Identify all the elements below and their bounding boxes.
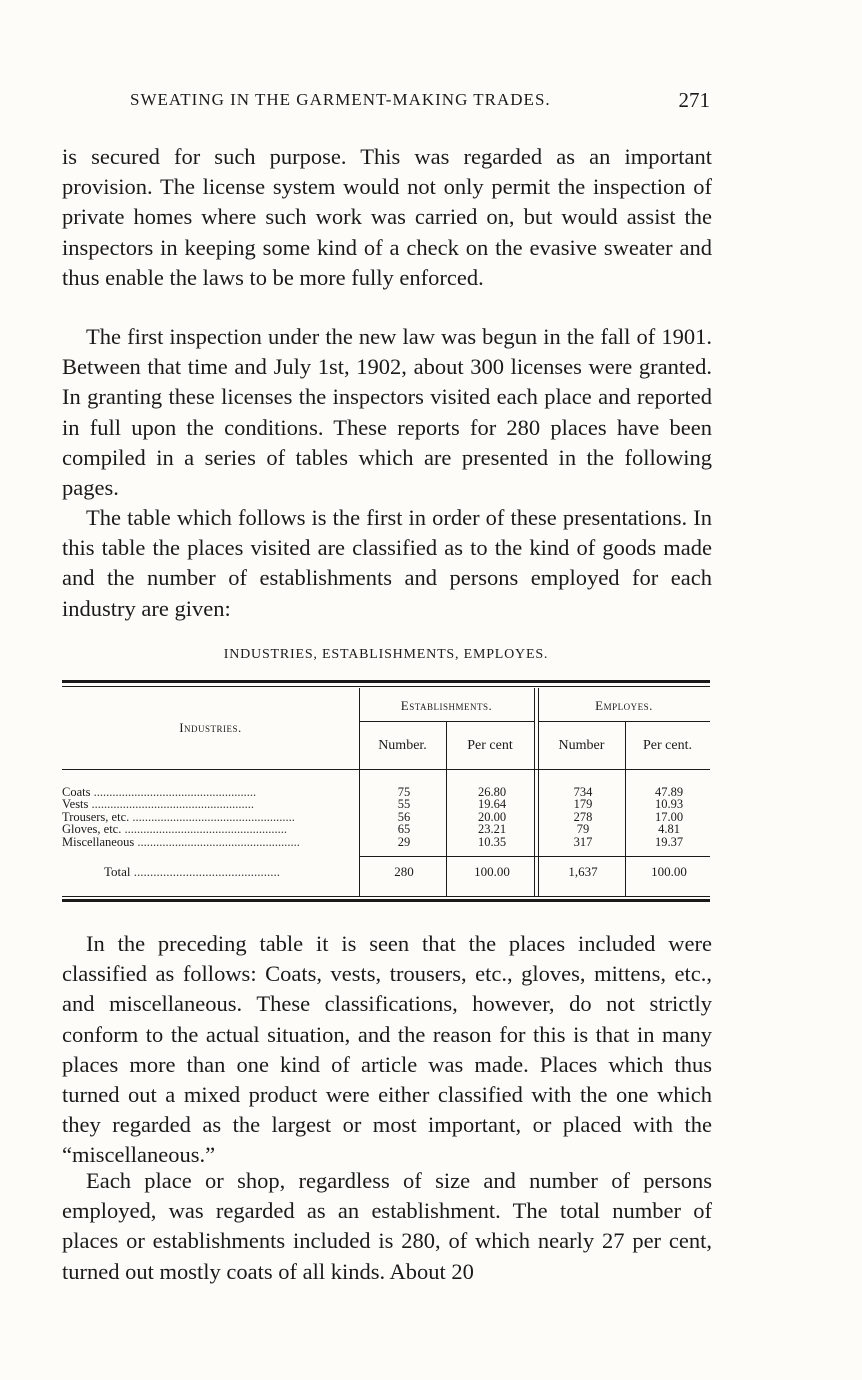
leader-dots: .................................................... [129,810,295,824]
cell-emp-number: 79 [576,822,590,837]
paragraph-1: is secured for such purpose. This was regarded as an important provision. The license system would not only permit the inspection of private homes where such work was carried on, but would assist the inspectors in keeping some kind of a check on the evasive sweater and thus enable the laws to be more fully enforced. [62,144,712,290]
cell-emp-percent: 19.37 [654,834,684,849]
leader-dots: .................................................... [134,835,300,848]
table-row [62,823,710,835]
table-rule [62,680,710,683]
table-rule [62,896,710,897]
leader-dots: ............................................. [130,864,281,879]
cell-est-percent: 23.21 [477,822,507,837]
paragraph-5: Each place or shop, regardless of size and number of persons employed, was regarded as an establishment. The total number of places or establishments included is 280, of which nearly 27 per cent, turned out mostly coats of all kinds. About 20 [62,1168,712,1284]
total-emp-percent: 100.00 [651,864,687,879]
header-divider [359,721,534,722]
cell-est-number: 75 [397,785,411,799]
industries-table [62,680,710,904]
header-employes: Employes. [595,698,653,713]
cell-est-percent: 26.80 [477,785,507,799]
header-establishments: Establishments. [400,698,493,713]
cell-est-number: 65 [397,822,411,837]
subheader-emp-number: Number [558,738,605,753]
cell-emp-number: 179 [573,797,593,812]
table-rule [62,899,710,902]
cell-emp-percent: 10.93 [654,797,684,812]
running-title: SWEATING IN THE GARMENT-MAKING TRADES. [130,90,551,109]
paragraph-4: In the preceding table it is seen that the places included were classified as follows: Coats, vests, trousers, etc., gloves, mittens, etc., and miscellaneous. These classifications, however, do not strictly conform to the actual situation, and the reason for this is that in many places more than one kind of article was made. Places which thus turned out a mixed product were either classified with the one which they regarded as the largest or most important, or placed with the “miscellaneous.” [62,931,712,1168]
table-title: INDUSTRIES, ESTABLISHMENTS, EMPLOYES. [223,647,549,662]
total-label: Total [104,864,131,879]
paragraph-2: The first inspection under the new law was begun in the fall of 1901. Between that time and July 1st, 1902, about 300 licenses were granted. In granting these licenses the inspectors visited each place and reported in full upon the conditions. These reports for 280 places have been compiled in a series of tables which are presented in the following pages. [62,324,712,501]
paragraph-3: The table which follows is the first in order of these presentations. In this table the places visited are classified as to the kind of goods made and the number of establishments and persons employed for each industry are given: [62,505,712,621]
table-rule [62,686,710,687]
row-label: Miscellaneous [62,835,135,848]
table-row [62,786,710,798]
cell-emp-percent: 47.89 [654,785,684,799]
total-emp-number: 1,637 [568,864,598,879]
row-label: Trousers, etc. [62,810,130,824]
total-est-percent: 100.00 [474,864,510,879]
header-divider [62,769,710,770]
page-number: 271 [678,88,710,112]
header-divider [538,721,710,722]
cell-emp-percent: 4.81 [658,822,680,837]
cell-est-percent: 20.00 [477,809,507,824]
cell-est-number: 29 [397,834,411,849]
leader-dots: .................................................... [90,786,257,799]
header-industries: Industries. [179,720,242,735]
row-label: Gloves, etc. [62,823,122,836]
table-row [62,811,710,823]
total-divider [359,856,710,857]
subheader-emp-percent: Per cent. [643,738,692,753]
cell-est-percent: 19.64 [477,797,507,812]
cell-est-number: 55 [397,797,411,812]
table-row [62,836,710,848]
cell-emp-number: 734 [573,785,593,799]
cell-est-percent: 10.35 [477,834,507,849]
row-label: Vests [62,798,89,811]
cell-est-number: 56 [397,809,411,824]
leader-dots: .................................................... [121,823,287,836]
cell-emp-number: 278 [573,809,593,824]
table-row [62,798,710,810]
row-label: Coats [62,786,91,799]
leader-dots: .................................................... [88,798,255,811]
cell-emp-percent: 17.00 [654,809,684,824]
subheader-est-percent: Per cent [467,738,513,753]
table-body [62,786,710,848]
total-row [62,864,710,880]
cell-emp-number: 317 [573,834,593,849]
subheader-est-number: Number. [378,738,427,753]
total-est-number: 280 [394,864,414,879]
